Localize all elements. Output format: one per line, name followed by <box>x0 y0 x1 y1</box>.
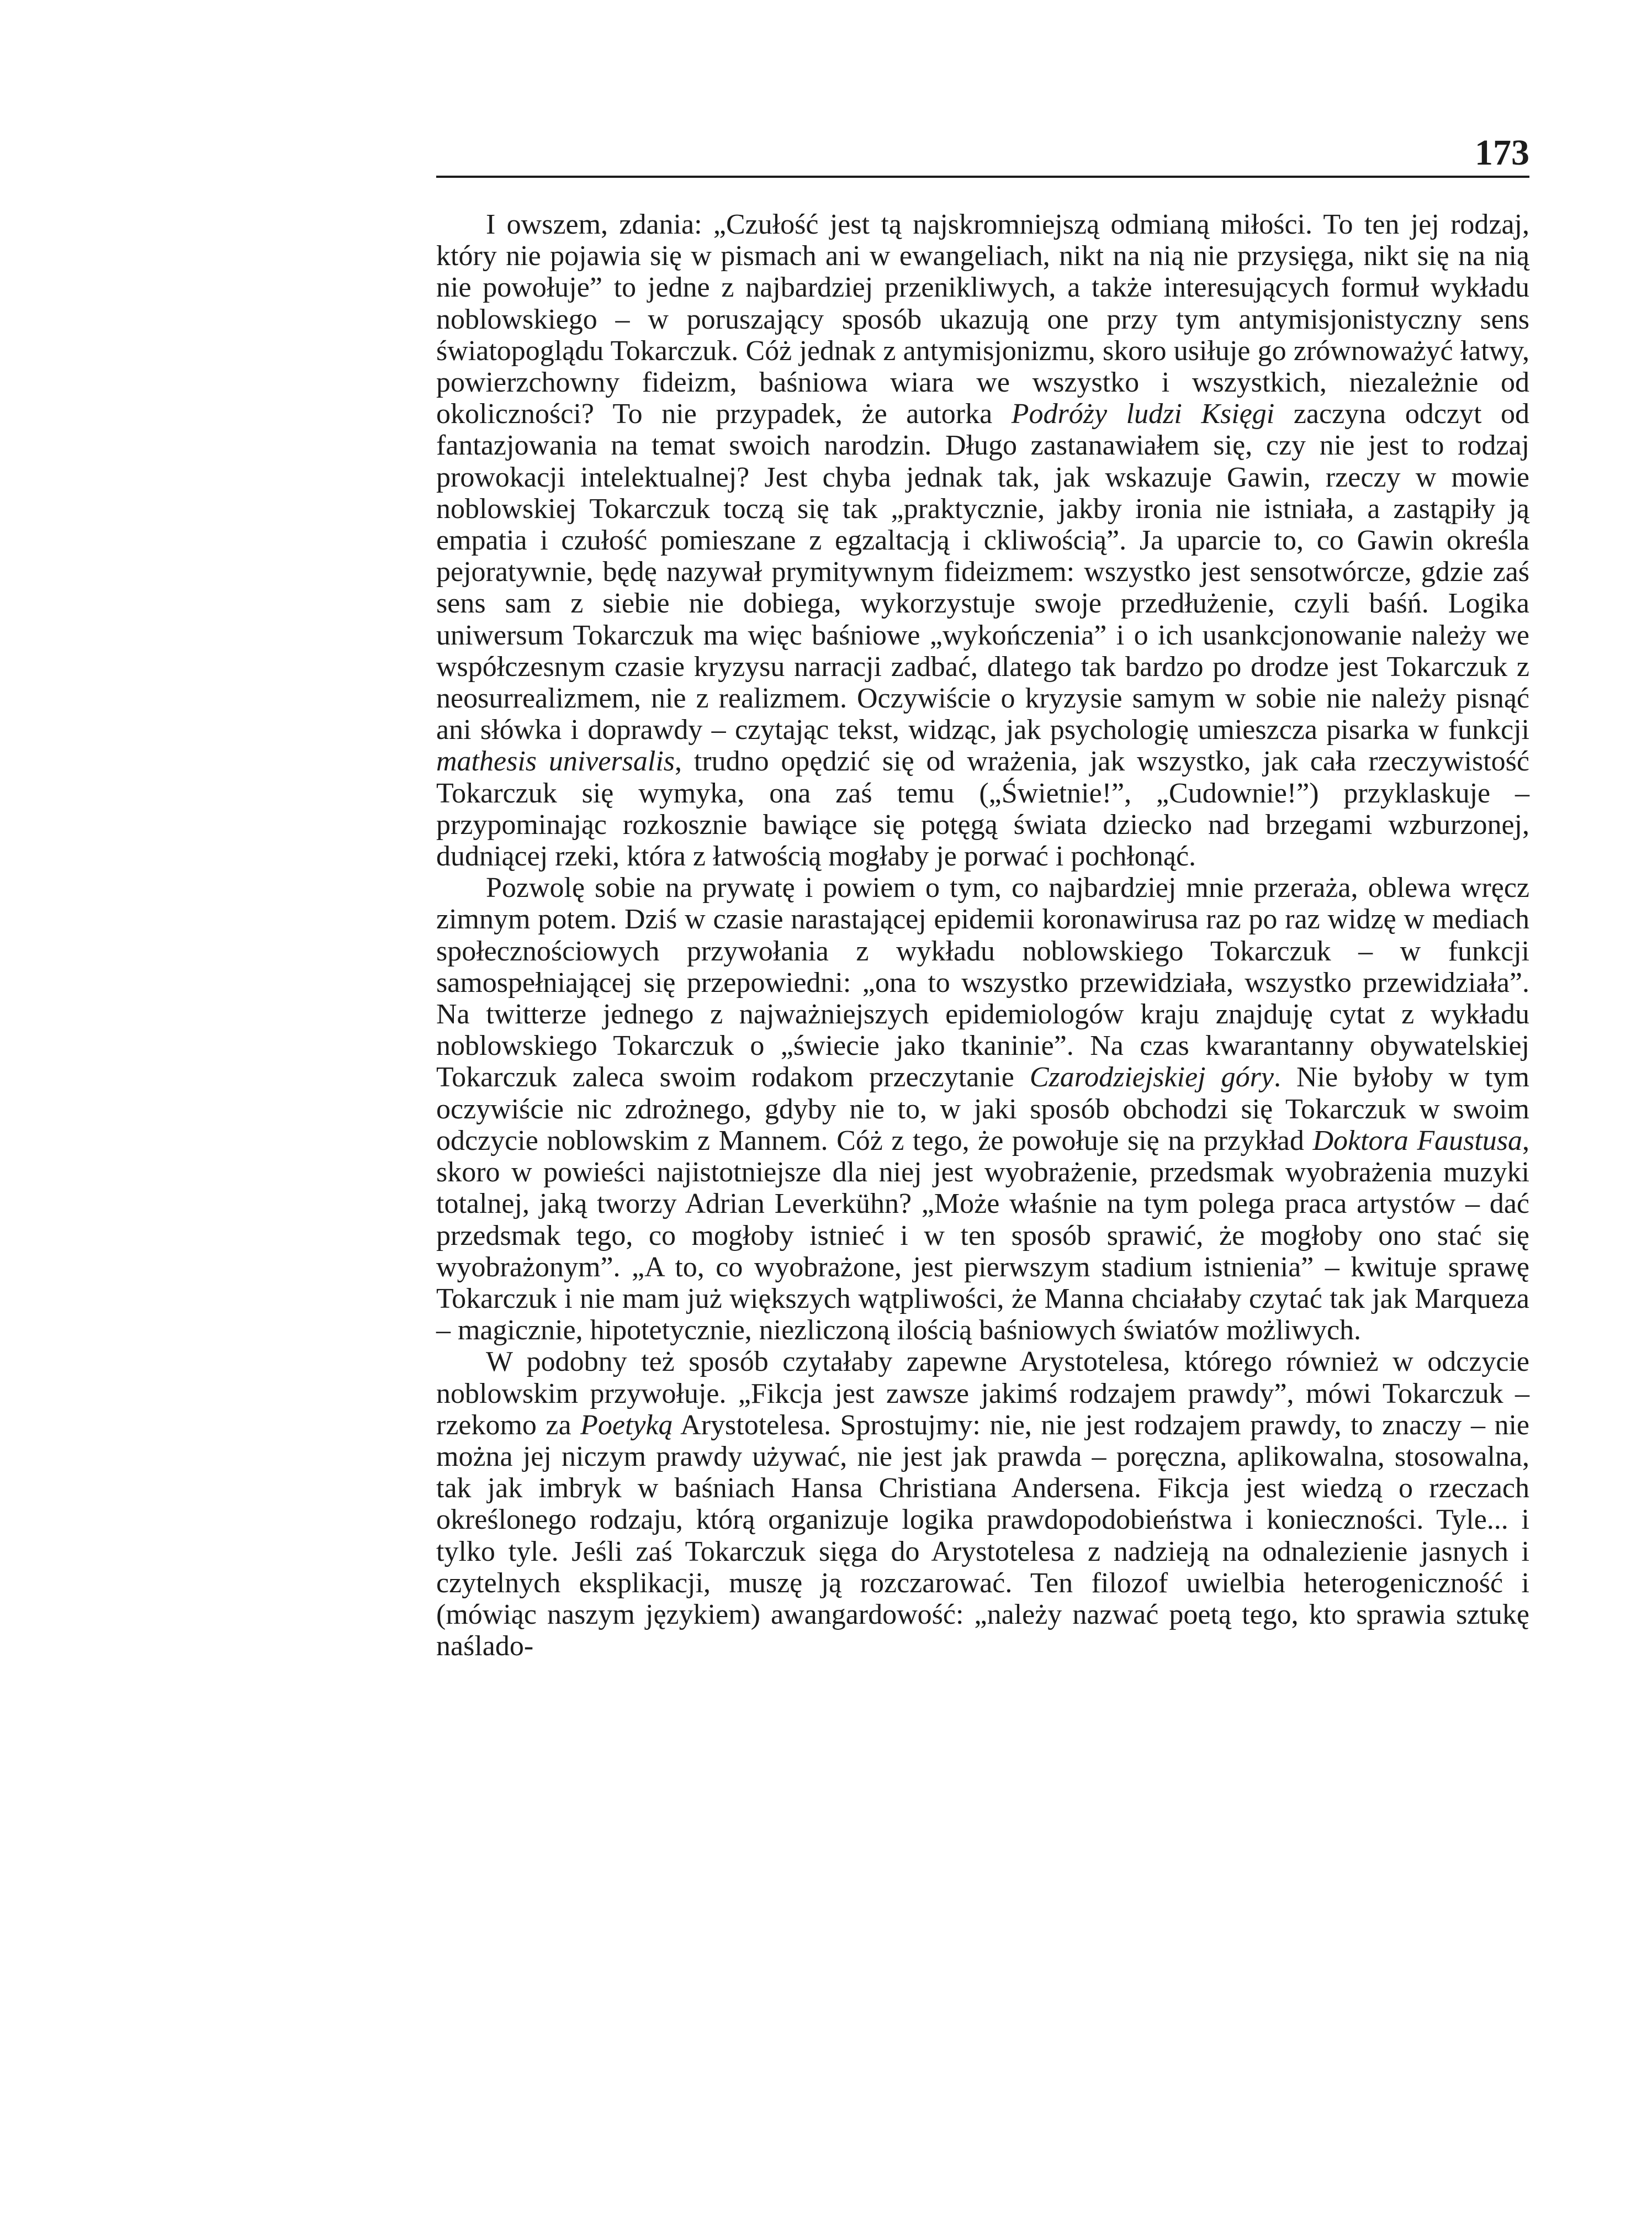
text-run: Arystotelesa. Sprostujmy: nie, nie jest rodzajem prawdy, to znaczy – nie można jej niczym prawdy używać, nie jest jak prawda – poręczna, aplikowalna, stosowalna, tak jak imbryk w baśniach Hansa Christiana Andersena. Fikcja jest wiedzą o rzeczach określonego rodzaju, którą organizuje logika prawdopodobieństwa i konieczności. Tyle... i tylko tyle. Jeśli zaś Tokarczuk sięga do Arystotelesa z nadzieją na odnalezienie jasnych i czytelnych eksplikacji, muszę ją rozczarować. Ten filozof uwielbia heterogeniczność i (mówiąc naszym językiem) awangardowość: „należy nazwać poetą tego, kto sprawia sztukę naślado- <box>436 1409 1529 1662</box>
italic-title: Poetyką <box>580 1409 673 1441</box>
text-run: Pozwolę sobie na prywatę i powiem o tym, co najbardziej mnie przeraża, oblewa wręcz zimnym potem. Dziś w czasie narastającej epidemii koronawirusa raz po raz widzę w mediach społecznościowych przywołania z wykładu noblowskiego Tokarczuk – w funkcji samospełniającej się przepowiedni: „ona to wszystko przewidziała, wszystko przewidziała”. Na twitterze jednego z najważniejszych epidemiologów kraju znajduję cytat z wykładu noblowskiego Tokarczuk o „świecie jako tkaninie”. Na czas kwarantanny obywatelskiej Tokarczuk zaleca swoim rodakom przeczytanie <box>436 872 1529 1094</box>
text-run: I owszem, zdania: „Czułość jest tą najskromniejszą odmianą miłości. To ten jej rodzaj, który nie pojawia się w pismach ani w ewangeliach, nikt na nią nie przysięga, nikt się na nią nie powołuje” to jedne z najbardziej przenikliwych, a także interesujących formuł wykładu noblowskiego – w poruszający sposób ukazują one przy tym antymisjonistyczny sens światopoglądu Tokarczuk. Cóż jednak z antymisjonizmu, skoro usiłuje go zrównoważyć łatwy, powierzchowny fideizm, baśniowa wiara we wszystko i wszystkich, niezależnie od okoliczności? To nie przypadek, że autorka <box>436 209 1529 430</box>
text-run: . Nie byłoby w tym oczywiście nic zdrożnego, gdyby nie to, w jaki sposób obchodzi się Tokarczuk w swoim odczycie noblowskim z Mannem. Cóż z tego, że powołuje się na przykład <box>436 1062 1529 1156</box>
text-run: , trudno opędzić się od wrażenia, jak wszystko, jak cała rzeczywistość Tokarczuk się wymyka, ona zaś temu („Świetnie!”, „Cudownie!”) przyklaskuje – przypominając rozkosznie bawiące się potęgą świata dziecko nad brzegami wzburzonej, dudniącej rzeki, która z łatwością mogłaby je porwać i pochłonąć. <box>436 746 1529 873</box>
body-text <box>436 209 1529 1662</box>
paragraph <box>436 209 1529 872</box>
italic-title: Czarodziejskiej góry <box>1029 1062 1274 1094</box>
italic-title: Podróży ludzi Księgi <box>1011 398 1275 430</box>
page-number: 173 <box>1475 133 1529 173</box>
text-run: zaczyna odczyt od fantazjowania na temat swoich narodzin. Długo zastanawiałem się, czy nie jest to rodzaj prowokacji intelektualnej? Jest chyba jednak tak, jak wskazuje Gawin, rzeczy w mowie noblowskiej Tokarczuk toczą się tak „praktycznie, jakby ironia nie istniała, a zastąpiły ją empatia i czułość pomieszane z egzaltacją i ckliwością”. Ja uparcie to, co Gawin określa pejoratywnie, będę nazywał prymitywnym fideizmem: wszystko jest sensotwórcze, gdzie zaś sens sam z siebie nie dobiega, wykorzystuje swoje przedłużenie, czyli baśń. Logika uniwersum Tokarczuk ma więc baśniowe „wykończenia” i o ich usankcjonowanie należy we współczesnym czasie kryzysu narracji zadbać, dlatego tak bardzo po drodze jest Tokarczuk z neosurrealizmem, nie z realizmem. Oczywiście o kryzysie samym w sobie nie należy pisnąć ani słówka i doprawdy – czytając tekst, widząc, jak psychologię umieszcza pisarka w funkcji <box>436 398 1530 746</box>
italic-title: mathesis universalis <box>436 746 675 778</box>
text-run: W podobny też sposób czytałaby zapewne Arystotelesa, którego również w odczycie noblowskim przywołuje. „Fikcja jest zawsze jakimś rodzajem prawdy”, mówi Tokarczuk – rzekomo za <box>436 1346 1529 1441</box>
paragraph <box>436 872 1529 1346</box>
paragraph <box>436 1346 1529 1662</box>
italic-title: Doktora Faustusa <box>1312 1124 1523 1156</box>
text-run: , skoro w powieści najistotniejsze dla niej jest wyobrażenie, przedsmak wyobrażenia muzyki totalnej, jaką tworzy Adrian Leverkühn? „Może właśnie na tym polega praca artystów – dać przedsmak tego, co mogłoby istnieć i w ten sposób sprawić, że mogłoby ono stać się wyobrażonym”. „A to, co wyobrażone, jest pierwszym stadium istnienia” – kwituje sprawę Tokarczuk i nie mam już większych wątpliwości, że Manna chciałaby czytać tak jak Marqueza – magicznie, hipotetycznie, niezliczoną ilością baśniowych światów możliwych. <box>436 1124 1530 1346</box>
running-head <box>436 127 1529 178</box>
